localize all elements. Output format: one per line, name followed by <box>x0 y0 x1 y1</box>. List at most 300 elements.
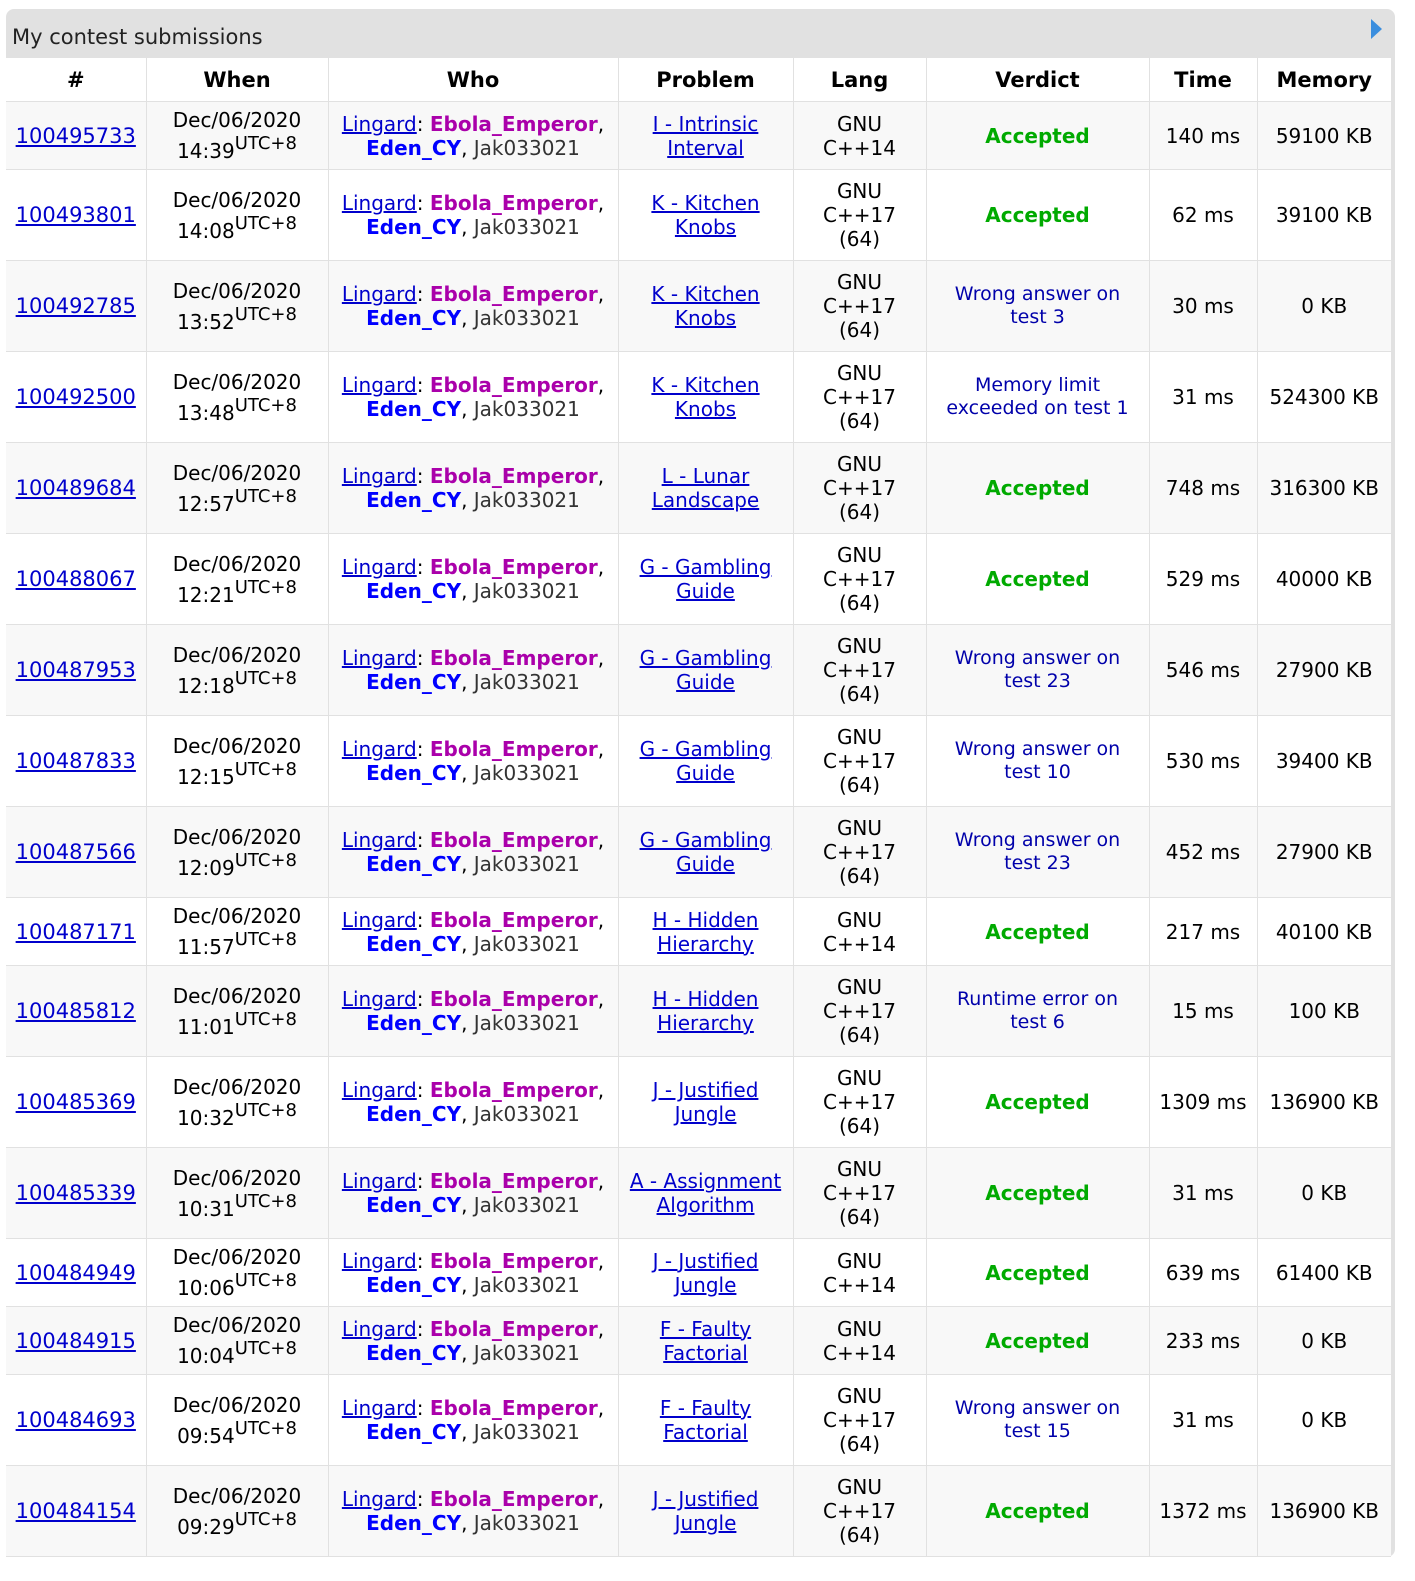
team-link[interactable]: Lingard <box>341 191 417 215</box>
problem-link[interactable] <box>653 112 759 160</box>
member-link[interactable]: Jak033021 <box>473 761 580 785</box>
cell-when <box>146 1148 328 1239</box>
problem-line: G - Gambling <box>639 828 772 852</box>
submission-id-link[interactable]: 100485369 <box>15 1090 136 1114</box>
cell-time: 452 ms <box>1149 807 1257 898</box>
verdict-text[interactable]: Wrong answer on test 23 <box>954 829 1121 874</box>
member-link[interactable]: Eden_CY <box>366 670 462 694</box>
lang-line: GNU <box>836 1066 883 1090</box>
submission-date: Dec/06/2020 <box>172 642 302 667</box>
submission-id-link[interactable]: 100492500 <box>15 385 136 409</box>
timezone-label: UTC+8 <box>234 1417 297 1439</box>
col-header-memory: Memory <box>1257 58 1391 102</box>
lang-line: GNU <box>836 725 883 749</box>
submission-id-link[interactable]: 100487833 <box>15 749 136 773</box>
member-link[interactable]: Eden_CY <box>366 215 462 239</box>
problem-link[interactable] <box>660 1317 751 1365</box>
team-link[interactable]: Lingard <box>341 828 417 852</box>
cell-verdict <box>926 1466 1149 1557</box>
cell-problem <box>618 102 793 170</box>
cell-lang <box>793 966 926 1057</box>
cell-who: Lingard: Ebola_Emperor, Eden_CY, Jak033021 <box>328 898 618 966</box>
cell-problem <box>618 534 793 625</box>
cell-time: 30 ms <box>1149 261 1257 352</box>
submission-time: 11:57 <box>177 935 235 959</box>
team-link[interactable]: Lingard <box>341 1487 417 1511</box>
cell-lang <box>793 898 926 966</box>
panel-title: My contest submissions <box>12 25 263 49</box>
member-link[interactable]: Ebola_Emperor <box>429 282 598 306</box>
cell-when <box>146 352 328 443</box>
problem-line: Jungle <box>674 1272 737 1297</box>
cell-verdict <box>926 102 1149 170</box>
cell-lang <box>793 625 926 716</box>
team-link[interactable]: Lingard <box>341 1316 417 1341</box>
problem-link[interactable] <box>653 1249 759 1297</box>
problem-link[interactable] <box>653 1078 759 1126</box>
member-link[interactable]: Eden_CY <box>366 488 462 512</box>
timezone-label: UTC+8 <box>234 576 297 598</box>
cell-time: 529 ms <box>1149 534 1257 625</box>
cell-problem <box>618 170 793 261</box>
team-link[interactable]: Lingard <box>341 111 417 136</box>
cell-time: 748 ms <box>1149 443 1257 534</box>
cell-id <box>6 625 146 716</box>
member-link[interactable]: Eden_CY <box>366 1011 462 1035</box>
team-link[interactable]: Lingard <box>341 282 417 306</box>
lang-line: GNU <box>836 634 883 658</box>
member-link[interactable]: Eden_CY <box>366 579 462 603</box>
submission-id-link[interactable]: 100487953 <box>15 658 136 682</box>
lang-line: (64) <box>838 227 881 251</box>
cell-when <box>146 966 328 1057</box>
submission-date: Dec/06/2020 <box>172 1483 302 1508</box>
cell-id <box>6 261 146 352</box>
submission-id-link[interactable]: 100487566 <box>15 840 136 864</box>
cell-lang <box>793 443 926 534</box>
team-link[interactable]: Lingard <box>341 1248 417 1273</box>
submission-id-link[interactable]: 100489684 <box>15 476 136 500</box>
member-link[interactable]: Jak033021 <box>473 1272 580 1297</box>
cell-lang <box>793 102 926 170</box>
timezone-label: UTC+8 <box>234 394 297 416</box>
problem-line: G - Gambling <box>639 555 772 579</box>
cell-verdict <box>926 1307 1149 1375</box>
team-link[interactable]: Lingard <box>341 555 417 579</box>
table-row <box>6 261 1391 352</box>
cell-id <box>6 170 146 261</box>
lang-line: (64) <box>838 864 881 888</box>
problem-link[interactable] <box>652 464 759 512</box>
table-row <box>6 1307 1391 1375</box>
member-link[interactable]: Jak033021 <box>473 1420 580 1444</box>
problem-link[interactable] <box>653 987 759 1035</box>
problem-link[interactable] <box>651 373 759 421</box>
problem-link[interactable] <box>640 646 772 694</box>
verdict-text[interactable]: Runtime error on test 6 <box>956 988 1119 1033</box>
submission-id-link[interactable]: 100492785 <box>15 294 136 318</box>
problem-line: K - Kitchen <box>651 373 760 397</box>
submission-id-link[interactable]: 100485339 <box>15 1181 136 1205</box>
timezone-label: UTC+8 <box>234 758 297 780</box>
submission-date: Dec/06/2020 <box>172 460 302 485</box>
member-link[interactable]: Ebola_Emperor <box>429 737 598 761</box>
cell-lang <box>793 1375 926 1466</box>
cell-lang <box>793 716 926 807</box>
submission-id-link[interactable]: 100495733 <box>15 123 136 148</box>
submission-time: 12:15 <box>177 764 235 789</box>
timezone-label: UTC+8 <box>234 1008 297 1030</box>
cell-id <box>6 716 146 807</box>
problem-line: Guide <box>676 761 735 785</box>
submissions-panel <box>6 9 1395 1557</box>
problem-link[interactable] <box>640 828 772 876</box>
team-link[interactable]: Lingard <box>341 1169 417 1193</box>
submission-date: Dec/06/2020 <box>172 824 302 849</box>
cell-memory: 136900 KB <box>1257 1057 1391 1148</box>
cell-time: 1372 ms <box>1149 1466 1257 1557</box>
timezone-label: UTC+8 <box>234 849 297 871</box>
member-link[interactable]: Jak033021 <box>473 670 580 694</box>
cell-problem <box>618 1466 793 1557</box>
col-header-lang: Lang <box>793 58 926 102</box>
cell-id <box>6 1239 146 1307</box>
lang-line: GNU <box>836 111 883 136</box>
member-link[interactable]: Jak033021 <box>473 579 580 603</box>
col-header-who: Who <box>328 58 618 102</box>
submission-date: Dec/06/2020 <box>172 278 302 303</box>
cell-verdict <box>926 625 1149 716</box>
member-link[interactable]: Eden_CY <box>366 1272 462 1297</box>
member-link[interactable]: Jak033021 <box>473 397 580 421</box>
timezone-label: UTC+8 <box>234 485 297 507</box>
cell-time: 1309 ms <box>1149 1057 1257 1148</box>
lang-line: (64) <box>838 500 881 524</box>
member-link[interactable]: Jak033021 <box>473 1193 580 1217</box>
cell-id <box>6 966 146 1057</box>
member-link[interactable]: Jak033021 <box>473 1511 580 1535</box>
verdict-text: Accepted <box>985 1499 1090 1523</box>
member-link[interactable]: Eden_CY <box>366 306 462 330</box>
member-link[interactable]: Jak033021 <box>473 1340 580 1365</box>
verdict-text: Accepted <box>985 1090 1090 1114</box>
member-link[interactable]: Eden_CY <box>366 1340 462 1365</box>
submission-date: Dec/06/2020 <box>172 1245 302 1269</box>
member-link[interactable]: Eden_CY <box>366 761 462 785</box>
member-link[interactable]: Jak033021 <box>473 1102 580 1126</box>
submissions-table <box>6 58 1391 1557</box>
member-link[interactable]: Ebola_Emperor <box>429 1248 598 1273</box>
member-link[interactable]: Jak033021 <box>473 135 580 160</box>
submission-date: Dec/06/2020 <box>172 187 302 212</box>
lang-line: (64) <box>838 1205 881 1229</box>
submission-time: 13:52 <box>177 309 235 334</box>
lang-line: GNU <box>836 816 883 840</box>
cell-problem <box>618 1057 793 1148</box>
cell-memory: 61400 KB <box>1257 1239 1391 1307</box>
cell-id <box>6 352 146 443</box>
cell-memory: 40000 KB <box>1257 534 1391 625</box>
cell-lang <box>793 807 926 898</box>
problem-line: Landscape <box>651 488 760 512</box>
problem-link[interactable] <box>630 1169 781 1217</box>
problem-link[interactable] <box>651 282 759 330</box>
cell-memory: 524300 KB <box>1257 352 1391 443</box>
problem-line: Knobs <box>674 215 737 239</box>
verdict-text[interactable]: Wrong answer on test 15 <box>954 1397 1121 1442</box>
cell-verdict <box>926 534 1149 625</box>
timezone-label: UTC+8 <box>234 1338 297 1359</box>
member-link[interactable]: Ebola_Emperor <box>429 1169 598 1193</box>
problem-link[interactable] <box>640 737 772 785</box>
cell-memory: 27900 KB <box>1257 807 1391 898</box>
submission-time: 13:48 <box>177 400 235 425</box>
cell-time: 639 ms <box>1149 1239 1257 1307</box>
problem-link[interactable] <box>640 555 772 603</box>
cell-who: Lingard: Ebola_Emperor, Eden_CY, Jak033021 <box>328 1239 618 1307</box>
member-link[interactable]: Eden_CY <box>366 931 462 956</box>
cell-memory: 40100 KB <box>1257 898 1391 966</box>
cell-memory: 100 KB <box>1257 966 1391 1057</box>
timezone-label: UTC+8 <box>234 1508 297 1530</box>
member-link[interactable]: Jak033021 <box>473 488 580 512</box>
member-link[interactable]: Eden_CY <box>366 1193 462 1217</box>
cell-id <box>6 1466 146 1557</box>
table-row <box>6 443 1391 534</box>
lang-line: C++17 <box>823 658 896 682</box>
cell-who: Lingard: Ebola_Emperor, Eden_CY, Jak033021 <box>328 1307 618 1375</box>
submission-time: 12:57 <box>177 491 235 516</box>
cell-time: 233 ms <box>1149 1307 1257 1375</box>
problem-link[interactable] <box>653 1487 759 1535</box>
timezone-label: UTC+8 <box>234 667 297 689</box>
problem-line: Jungle <box>674 1511 737 1535</box>
team-link[interactable]: Lingard <box>341 1078 417 1102</box>
cell-memory: 316300 KB <box>1257 443 1391 534</box>
lang-line: GNU <box>836 1157 883 1181</box>
team-link[interactable]: Lingard <box>341 737 417 761</box>
member-link[interactable]: Ebola_Emperor <box>429 828 598 852</box>
member-link[interactable]: Ebola_Emperor <box>429 1078 598 1102</box>
cell-verdict <box>926 1375 1149 1466</box>
submission-id-link[interactable]: 100485812 <box>15 999 136 1023</box>
problem-link[interactable] <box>651 191 759 239</box>
submission-id-link[interactable]: 100484915 <box>15 1328 136 1353</box>
cell-when <box>146 898 328 966</box>
member-link[interactable]: Ebola_Emperor <box>429 191 598 215</box>
lang-line: C++14 <box>823 1272 896 1297</box>
member-link[interactable]: Jak033021 <box>473 852 580 876</box>
submission-date: Dec/06/2020 <box>172 1074 302 1099</box>
member-link[interactable]: Eden_CY <box>366 135 462 160</box>
lang-line: C++17 <box>823 999 896 1023</box>
team-link[interactable]: Lingard <box>341 987 417 1011</box>
member-link[interactable]: Eden_CY <box>366 852 462 876</box>
lang-line: (64) <box>838 682 881 706</box>
table-row <box>6 1466 1391 1557</box>
submission-time: 14:39 <box>177 139 235 163</box>
lang-line: C++17 <box>823 476 896 500</box>
lang-line: C++17 <box>823 1181 896 1205</box>
cell-who: Lingard: Ebola_Emperor, Eden_CY, Jak033021 <box>328 625 618 716</box>
member-link[interactable]: Ebola_Emperor <box>429 1487 598 1511</box>
cell-verdict <box>926 966 1149 1057</box>
cell-who: Lingard: Ebola_Emperor, Eden_CY, Jak033021 <box>328 966 618 1057</box>
col-header-verdict: Verdict <box>926 58 1149 102</box>
lang-line: C++17 <box>823 203 896 227</box>
col-header-id[interactable]: # <box>6 58 146 102</box>
cell-who: Lingard: Ebola_Emperor, Eden_CY, Jak033021 <box>328 443 618 534</box>
lang-line: C++17 <box>823 749 896 773</box>
problem-line: J - Justified <box>652 1248 759 1273</box>
panel-toggle-arrow-icon[interactable] <box>1371 19 1382 39</box>
problem-line: Hierarchy <box>657 1011 754 1035</box>
cell-lang <box>793 1307 926 1375</box>
member-link[interactable]: Eden_CY <box>366 397 462 421</box>
team-link[interactable]: Lingard <box>341 1396 417 1420</box>
cell-lang <box>793 261 926 352</box>
member-link[interactable]: Eden_CY <box>366 1511 462 1535</box>
submission-id-link[interactable]: 100484154 <box>15 1499 136 1523</box>
cell-lang <box>793 170 926 261</box>
cell-verdict <box>926 1057 1149 1148</box>
problem-line: G - Gambling <box>639 737 772 761</box>
cell-id <box>6 102 146 170</box>
lang-line: C++14 <box>823 931 896 956</box>
cell-memory: 136900 KB <box>1257 1466 1391 1557</box>
member-link[interactable]: Ebola_Emperor <box>429 1396 598 1420</box>
table-row <box>6 170 1391 261</box>
problem-link[interactable] <box>653 908 759 956</box>
lang-line: C++17 <box>823 840 896 864</box>
lang-line: C++17 <box>823 1090 896 1114</box>
cell-verdict <box>926 170 1149 261</box>
table-row <box>6 898 1391 966</box>
member-link[interactable]: Jak033021 <box>473 931 580 956</box>
verdict-text[interactable]: Wrong answer on test 3 <box>954 283 1121 328</box>
member-link[interactable]: Ebola_Emperor <box>429 464 598 488</box>
lang-line: (64) <box>838 1114 881 1138</box>
problem-line: J - Justified <box>652 1487 759 1511</box>
cell-lang <box>793 1239 926 1307</box>
member-link[interactable]: Eden_CY <box>366 1102 462 1126</box>
cell-who: Lingard: Ebola_Emperor, Eden_CY, Jak033021 <box>328 1466 618 1557</box>
cell-memory: 0 KB <box>1257 1148 1391 1239</box>
member-link[interactable]: Jak033021 <box>473 1011 580 1035</box>
problem-line: Guide <box>676 852 735 876</box>
lang-line: C++17 <box>823 385 896 409</box>
cell-who: Lingard: Ebola_Emperor, Eden_CY, Jak033021 <box>328 716 618 807</box>
lang-line: C++17 <box>823 1408 896 1432</box>
member-link[interactable]: Ebola_Emperor <box>429 111 598 136</box>
lang-line: GNU <box>836 179 883 203</box>
member-link[interactable]: Ebola_Emperor <box>429 987 598 1011</box>
team-link[interactable]: Lingard <box>341 464 417 488</box>
problem-line: L - Lunar <box>661 464 750 488</box>
cell-time: 140 ms <box>1149 102 1257 170</box>
submission-time: 14:08 <box>177 218 235 243</box>
cell-id <box>6 898 146 966</box>
member-link[interactable]: Ebola_Emperor <box>429 907 598 932</box>
lang-line: C++17 <box>823 294 896 318</box>
cell-id <box>6 443 146 534</box>
submission-id-link[interactable]: 100487171 <box>15 919 136 944</box>
team-link[interactable]: Lingard <box>341 373 417 397</box>
submission-time: 12:18 <box>177 673 235 698</box>
submission-id-link[interactable]: 100484693 <box>15 1408 136 1432</box>
submission-time: 10:04 <box>177 1344 235 1368</box>
submission-id-link[interactable]: 100493801 <box>15 203 136 227</box>
lang-line: C++17 <box>823 1499 896 1523</box>
cell-verdict <box>926 261 1149 352</box>
problem-line: I - Intrinsic <box>652 111 759 136</box>
lang-line: GNU <box>836 270 883 294</box>
cell-time: 217 ms <box>1149 898 1257 966</box>
submission-date: Dec/06/2020 <box>172 1313 302 1337</box>
member-link[interactable]: Eden_CY <box>366 1420 462 1444</box>
table-header-row <box>6 58 1391 102</box>
col-header-when[interactable]: When <box>146 58 328 102</box>
cell-when <box>146 102 328 170</box>
cell-lang <box>793 352 926 443</box>
team-link[interactable]: Lingard <box>341 907 417 932</box>
problem-line: Knobs <box>674 397 737 421</box>
lang-line: GNU <box>836 361 883 385</box>
table-row <box>6 1239 1391 1307</box>
team-link[interactable]: Lingard <box>341 646 417 670</box>
timezone-label: UTC+8 <box>234 303 297 325</box>
table-row <box>6 966 1391 1057</box>
cell-problem <box>618 1375 793 1466</box>
cell-lang <box>793 534 926 625</box>
problem-link[interactable] <box>660 1396 751 1444</box>
cell-memory: 59100 KB <box>1257 102 1391 170</box>
cell-who: Lingard: Ebola_Emperor, Eden_CY, Jak033021 <box>328 1057 618 1148</box>
verdict-text[interactable]: Wrong answer on test 10 <box>954 738 1121 783</box>
verdict-text[interactable]: Memory limit exceeded on test 1 <box>946 374 1129 419</box>
cell-problem <box>618 966 793 1057</box>
lang-line: (64) <box>838 1432 881 1456</box>
table-row <box>6 625 1391 716</box>
cell-when <box>146 534 328 625</box>
submission-time: 12:21 <box>177 582 235 607</box>
member-link[interactable]: Ebola_Emperor <box>429 555 598 579</box>
member-link[interactable]: Jak033021 <box>473 306 580 330</box>
cell-who: Lingard: Ebola_Emperor, Eden_CY, Jak033021 <box>328 261 618 352</box>
lang-line: GNU <box>836 543 883 567</box>
submission-id-link[interactable]: 100488067 <box>15 567 136 591</box>
submission-time: 09:29 <box>177 1514 235 1539</box>
member-link[interactable]: Ebola_Emperor <box>429 1316 598 1341</box>
member-link[interactable]: Ebola_Emperor <box>429 646 598 670</box>
cell-when <box>146 1466 328 1557</box>
submission-id-link[interactable]: 100484949 <box>15 1260 136 1285</box>
cell-who: Lingard: Ebola_Emperor, Eden_CY, Jak033021 <box>328 352 618 443</box>
lang-line: C++17 <box>823 567 896 591</box>
cell-time: 15 ms <box>1149 966 1257 1057</box>
member-link[interactable]: Jak033021 <box>473 215 580 239</box>
lang-line: GNU <box>836 1475 883 1499</box>
verdict-text[interactable]: Wrong answer on test 23 <box>954 647 1121 692</box>
lang-line: GNU <box>836 1248 883 1273</box>
cell-verdict <box>926 443 1149 534</box>
lang-line: C++14 <box>823 1340 896 1365</box>
member-link[interactable]: Ebola_Emperor <box>429 373 598 397</box>
cell-problem <box>618 1307 793 1375</box>
verdict-text: Accepted <box>985 1181 1090 1205</box>
cell-when <box>146 1375 328 1466</box>
cell-who: Lingard: Ebola_Emperor, Eden_CY, Jak033021 <box>328 1375 618 1466</box>
